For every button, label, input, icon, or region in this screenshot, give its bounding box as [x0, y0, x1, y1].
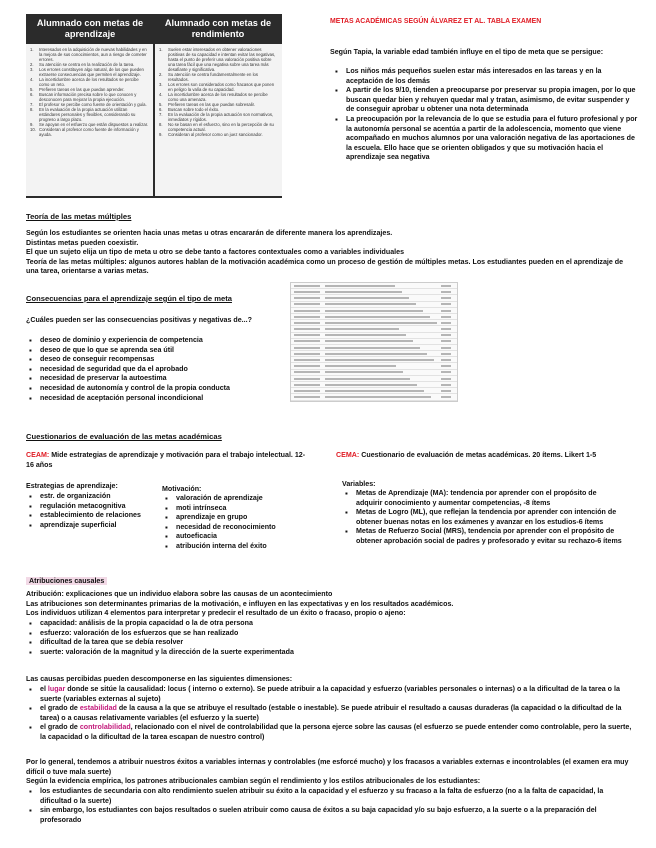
consequence-item: ▪ deseo de dominio y experiencia de competencia [28, 336, 278, 346]
attribution-element-item: ▪ capacidad: análisis de la propia capacidad o la de otra persona [28, 619, 628, 629]
item-number: 8. [30, 107, 34, 112]
learning-goal-item: 7. El profesor se percibe como fuente de orientación y guía. [30, 102, 147, 107]
item-number: 1. [159, 47, 163, 52]
strategy-item: ▪ establecimiento de relaciones [28, 511, 158, 521]
variable-item: ▪ Metas de Aprendizaje (MA): tendencia por aprender con el propósito de adquirir conocimiento y aumentar competencias, -8 ítems [344, 489, 624, 508]
dim-control-pre: el grado de [40, 723, 80, 732]
learning-goal-item: 6. Buscan información precisa sobre lo que conocen y desconocen para mejorar la propia ejecución. [30, 92, 137, 102]
age-bullets [334, 67, 638, 163]
strategy-item: ▪ aprendizaje superficial [28, 521, 158, 531]
consequence-item: ▪ deseo de que lo que se aprenda sea útil [28, 346, 278, 356]
goals-comparison-table [26, 14, 282, 198]
cema-text: Cuestionario de evaluación de metas académicas. 20 ítems. Likert 1-5 [361, 451, 597, 459]
item-number: 9. [159, 132, 163, 137]
variables-list [344, 489, 624, 547]
consequence-item: ▪ necesidad de aceptación personal incondicional [28, 394, 278, 404]
dimension-controllability [28, 723, 632, 742]
item-number: 6. [30, 92, 34, 97]
performance-goals-column [155, 44, 282, 196]
variable-item: ▪ Metas de Logro (ML), que reflejan la tendencia por aprender con intención de obtener buenas notas en los exámenes y avanzar en los estudios-6 ítems [344, 508, 624, 527]
ceam-label: CEAM: [26, 451, 50, 459]
performance-goal-item: 8. No se basan en el esfuerzo, sino en la percepción de su competencia actual. [159, 122, 274, 132]
consequences-question: ¿Cuáles pueden ser las consecuencias positivas y negativas de...? [26, 316, 252, 324]
multiple-goals-line: Según los estudiantes se orienten hacia unas metas u otras encararán de diferente manera los aprendizajes. [26, 229, 393, 237]
performance-goal-item: 7. En la evaluación de la propia actuación son normativos, inmediatos y rígidos. [159, 112, 274, 122]
dim-lugar-word: lugar [47, 685, 66, 693]
dimension-locus [28, 685, 632, 704]
attribution-element-item: ▪ esfuerzo: valoración de los esfuerzos que se han realizado [28, 629, 628, 639]
item-number: 5. [159, 102, 163, 107]
age-intro: Según Tapia, la variable edad también influye en el tipo de meta que se persigue: [330, 48, 604, 56]
strategies-list [28, 492, 158, 530]
motivation-item: ▪ aprendizaje en grupo [164, 513, 314, 523]
item-number: 6. [159, 107, 163, 112]
performance-goals-list [159, 47, 278, 137]
dim-lugar-pre: el [40, 685, 48, 693]
attributions-line: Las atribuciones son determinantes primarias de la motivación, e influyen en las expectativas y en los resultados académicos. [26, 599, 454, 608]
learning-goal-item: 4. La incertidumbre acerca de los resultados se percibe como un reto. [30, 77, 139, 87]
attributions-title-box [26, 570, 107, 588]
dim-control-post: , relacionado con el nivel de controlabilidad que la persona ejerce sobre las causas (el esfuerzo se puede entender como controlable, pero la suerte, la capacidad o la dificultad de la tarea escapan de nuestro control) [40, 723, 632, 741]
learning-goal-item: 10. Consideran al profesor como fuente de información y ayuda. [30, 127, 139, 137]
closing-bullet-item: ▪ los estudiantes de secundaria con alto rendimiento suelen atribuir su éxito a la capacidad y el esfuerzo y su fracaso a la falta de esfuerzo (no a la falta de capacidad, la dificultad o la suerte) [28, 787, 632, 806]
item-number: 2. [30, 62, 34, 67]
questionnaires-title: Cuestionarios de evaluación de las metas académicas [26, 432, 222, 441]
learning-goals-header: Alumnado con metas de aprendizaje [36, 18, 144, 39]
age-bullet-item: ▪ Los niños más pequeños suelen estar más interesados en las tareas y en la aceptación de los demás [334, 67, 638, 86]
strategies-heading: Estrategias de aprendizaje: [26, 482, 118, 490]
variable-item: ▪ Metas de Refuerzo Social (MRS), tendencia por aprender con el propósito de obtener aprobación social de padres y profesorado y evitar su rechazo-6 ítems [344, 527, 624, 546]
motivation-item: ▪ necesidad de reconocimiento [164, 523, 314, 533]
item-number: 7. [30, 102, 34, 107]
item-number: 9. [30, 122, 34, 127]
performance-goal-item: 2. Su atención se centra fundamentalmente en los resultados. [159, 72, 259, 82]
learning-goal-item: 2. Su atención se centra en la realización de la tarea. [30, 62, 135, 67]
strategy-item: ▪ regulación metacognitiva [28, 502, 158, 512]
motivation-heading: Motivación: [162, 485, 202, 493]
item-number: 5. [30, 87, 34, 92]
item-number: 3. [159, 82, 163, 87]
performance-goal-item: 4. La incertidumbre acerca de los resultados se percibe como una amenaza. [159, 92, 268, 102]
performance-goals-header: Alumnado con metas de rendimiento [164, 18, 272, 39]
motivation-item: ▪ moti intrínseca [164, 504, 314, 514]
attributions-text [26, 590, 632, 619]
attribution-element-item: ▪ dificultad de la tarea que se debía resolver [28, 638, 628, 648]
motivation-item: ▪ autoeficacia [164, 532, 314, 542]
dimension-stability [28, 704, 632, 723]
performance-goal-item: 6. Buscan sobre todo el éxito. [159, 107, 220, 112]
item-number: 4. [30, 77, 34, 82]
consequence-item: ▪ deseo de conseguir recompensas [28, 355, 278, 365]
motivation-item: ▪ atribución interna del éxito [164, 542, 314, 552]
ceam-text: Mide estrategias de aprendizaje y motivación para el trabajo intelectual. 12-16 años [26, 451, 306, 469]
cema-description [336, 451, 636, 461]
consequences-title: Consecuencias para el aprendizaje según el tipo de meta [26, 294, 232, 303]
dim-control-word: controlabilidad [79, 723, 131, 732]
learning-goal-item: 9. Se apoyan en el esfuerzo que están dispuestos a realizar. [30, 122, 149, 127]
age-bullet-item: ▪ A partir de los 9/10, tienden a preocuparse por preservar su propia imagen, por lo que buscan quedar bien y rehuyen quedar mal y tratan, asimismo, de evitar suspender y de conseguir aprobar u obtener una nota determinada [334, 86, 638, 115]
attributions-line: Los individuos utilizan 4 elementos para interpretar y predecir el resultado de un éxito o fracaso, propio o ajeno: [26, 609, 406, 618]
learning-goal-item: 5. Prefieren tareas en las que puedan aprender. [30, 87, 125, 92]
performance-goal-item: 5. Prefieren tareas en las que puedan sobresalir. [159, 102, 255, 107]
dimensions-list [28, 685, 632, 743]
cema-label: CEMA: [336, 451, 360, 459]
learning-goal-item: 1. Interesados en la adquisición de nuevas habilidades y en la mejora de sus conocimientos, aun a riesgo de cometer errores. [30, 47, 147, 62]
academic-goals-heading: METAS ACADÉMICAS SEGÚN ÁLVAREZ ET AL. TABLA EXAMEN [330, 18, 542, 25]
item-number: 2. [159, 72, 163, 77]
item-number: 10. [30, 127, 36, 132]
attribution-elements [28, 619, 628, 657]
motivation-list [164, 494, 314, 552]
performance-goal-item: 1. Suelen estar interesados en obtener valoraciones positivas de su capacidad e intentan evitar las negativas, hasta el punto de preferir una valoración positiva sobre una tarea fácil que una negativa sobre una tarea más desafiante y significativa. [159, 47, 276, 72]
closing-line: Según la evidencia empírica, los patrones atribucionales cambian según el rendimiento y los estilos atribucionales de los estudiantes: [26, 777, 481, 786]
multiple-goals-line: El que un sujeto elija un tipo de meta u otro se debe tanto a factores contextuales como a variables individuales [26, 248, 405, 257]
learning-goal-item: 8. En la evaluación de la propia actuación utilizan estándares personales y flexibles, considerando su progreso a largo plazo. [30, 107, 136, 122]
consequence-item: ▪ necesidad de autonomía y control de la propia conducta [28, 384, 278, 394]
performance-goal-item: 9. Consideran al profesor como un juez sancionador. [159, 132, 263, 137]
consequences-bullets [28, 336, 278, 403]
strategy-item: ▪ estr. de organización [28, 492, 158, 502]
learning-goals-column [26, 44, 153, 196]
item-number: 7. [159, 112, 163, 117]
attributions-title: Atribuciones causales [26, 577, 107, 585]
dim-estab-word: estabilidad [79, 704, 117, 713]
item-number: 4. [159, 92, 163, 97]
closing-line: Por lo general, tendemos a atribuir nuestros éxitos a variables internas y controlables (me esforcé mucho) y los fracasos a variables externas e incontrolables (el examen era muy difícil o tuve mala suerte) [26, 758, 629, 776]
item-number: 8. [159, 122, 163, 127]
thumbnail-row [291, 394, 457, 400]
dimensions-intro: Las causas percibidas pueden descomponerse en las siguientes dimensiones: [26, 675, 293, 683]
closing-bullet-item: ▪ sin embargo, los estudiantes con bajos resultados o suelen atribuir como causa de éxitos a su baja capacidad y/o su bajo esfuerzo, a la suerte o a la preparación del profesorado [28, 806, 632, 825]
multiple-goals-line: Distintas metas pueden coexistir. [26, 238, 139, 247]
item-number: 1. [30, 47, 34, 52]
ceam-description [26, 451, 306, 470]
variables-heading: Variables: [342, 480, 376, 488]
learning-goals-list [30, 47, 149, 137]
motivation-item: ▪ valoración de aprendizaje [164, 494, 314, 504]
multiple-goals-title: Teoría de las metas múltiples [26, 212, 132, 221]
questionnaire-table-thumbnail [290, 282, 458, 402]
closing-bullets [28, 787, 632, 825]
multiple-goals-line: Teoría de las metas múltiples: algunos autores hablan de la motivación académica como un proceso de gestión de múltiples metas. Los estudiantes pueden en el aprendizaje de una tarea, orientarse a varias metas. [26, 257, 624, 276]
performance-goal-item: 3. Los errores son considerados como fracasos que ponen en peligro la valía de su capacidad. [159, 82, 275, 92]
consequence-item: ▪ necesidad de preservar la autoestima [28, 374, 278, 384]
item-number: 3. [30, 67, 34, 72]
age-bullet-item: ▪ La preocupación por la relevancia de lo que se estudia para el futuro profesional y por la autonomía personal se acentúa a partir de la adolescencia, momento que viene acompañado en muchos alumnos por una valoración negativa de las aportaciones de la escuela. Ello hace que se orienten obligados y que su motivación hacia el aprendizaje sea negativa [334, 115, 638, 163]
attributions-closing [26, 758, 632, 787]
dim-lugar-post: donde se sitúe la causalidad: locus ( interno o externo). Se puede atribuir a la capacidad y esfuerzo (variables personales o internas) o a la dificultad de la tarea o la suerte (variables externas al sujeto) [40, 685, 620, 703]
dim-estab-pre: el grado de [40, 704, 80, 713]
attribution-element-item: ▪ suerte: valoración de la magnitud y la dirección de la suerte experimentada [28, 648, 628, 658]
consequence-item: ▪ necesidad de seguridad que da el aprobado [28, 365, 278, 375]
learning-goal-item: 3. Los errores constituyen algo natural, de los que pueden extraerse consecuencias que permiten el aprendizaje. [30, 67, 144, 77]
attributions-line: Atribución: explicaciones que un individuo elabora sobre las causas de un acontecimiento [26, 590, 333, 598]
multiple-goals-text [26, 229, 632, 277]
dim-estab-post: de la causa a la que se atribuye el resultado (estable o inestable). Se puede atribuir el resultado a causas duraderas (la capacidad o la dificultad de la tarea) o a causas relativamente variables (el esfuerzo y la suerte) [40, 704, 622, 722]
